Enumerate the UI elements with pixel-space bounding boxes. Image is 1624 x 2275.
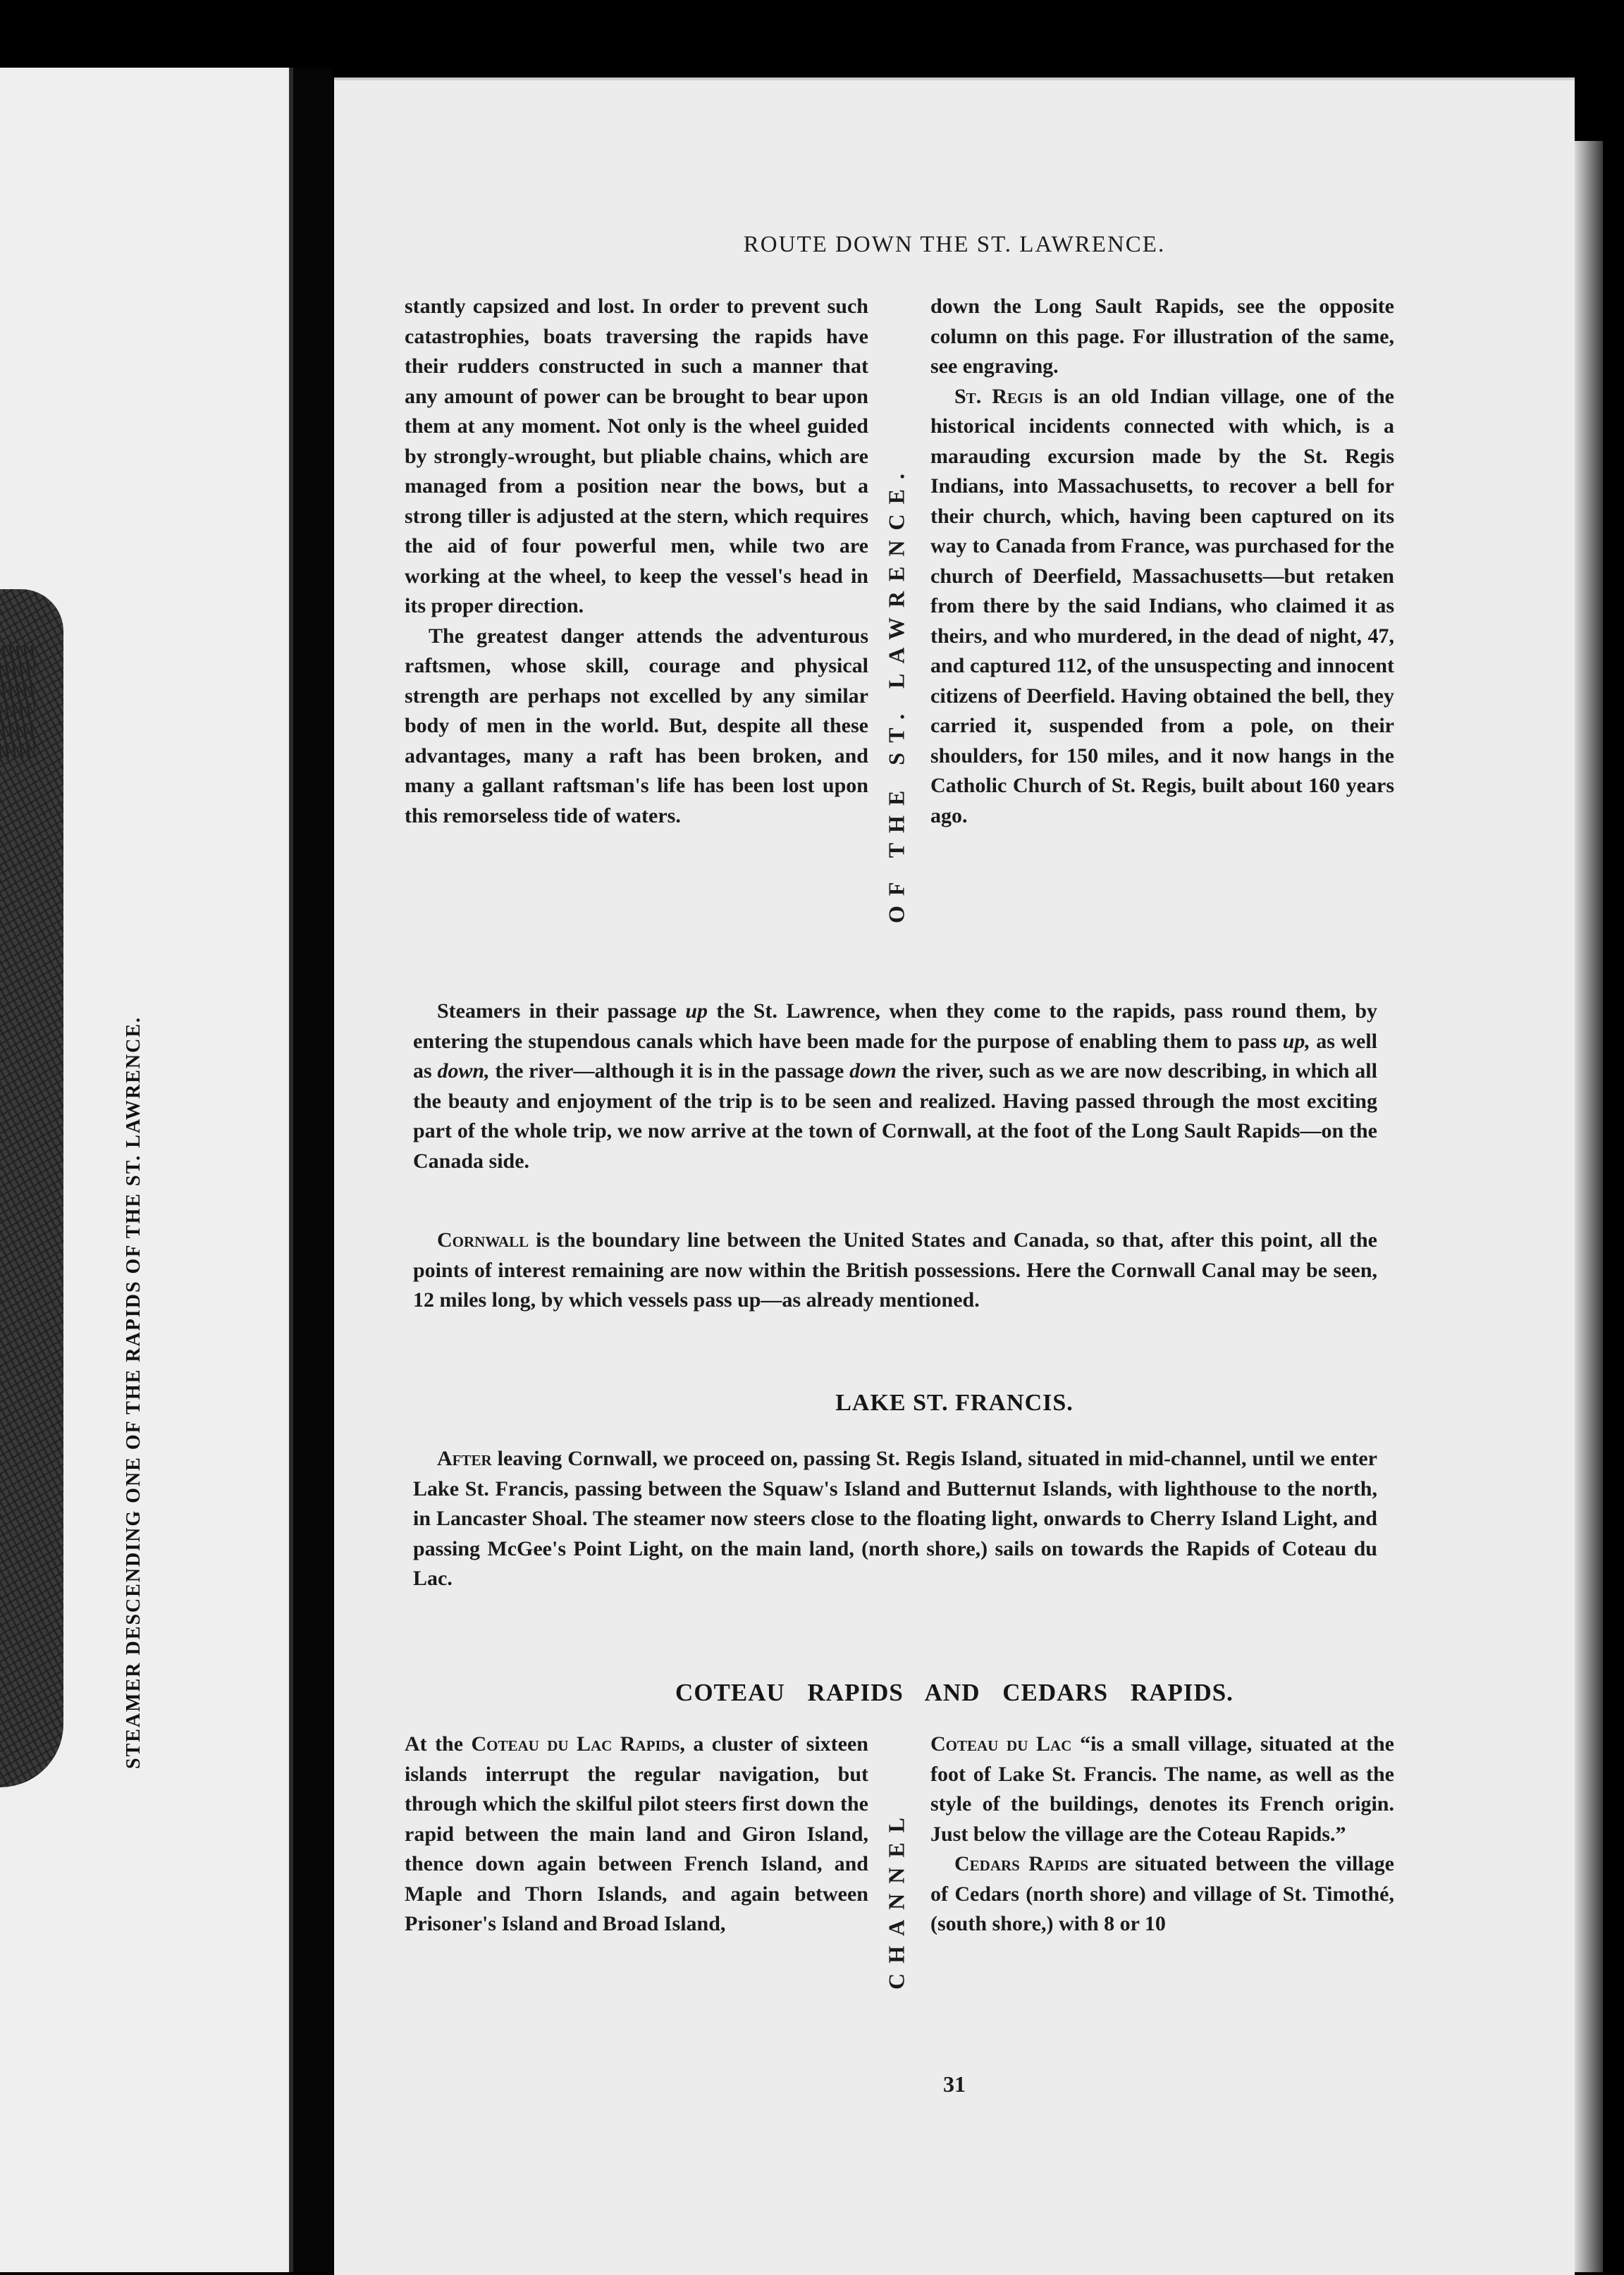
emphasis: down, [437,1059,490,1083]
text-run: At the [405,1732,472,1756]
page-gutter [293,68,333,2272]
paragraph [405,1730,868,1940]
paragraph [930,382,1394,832]
lead-term: Coteau du Lac Rapids [471,1732,680,1756]
engraving-detail [0,646,35,758]
paragraph: down the Long Sault Rapids, see the opposite column on this page. For illustration of the same, see engraving. [930,295,1394,378]
lead-term: Cornwall [437,1228,529,1252]
steamers-paragraph [413,997,1377,1176]
paragraph [930,1730,1394,1849]
paragraph-text: is the boundary line between the United States and Canada, so that, after this point, all the points of interest remaining are now within the British possessions. Here the Cornwall Canal may be seen, 12 miles long, by which vessels pass up—as already mentioned. [413,1228,1377,1312]
section-heading-coteau-cedars: COTEAU RAPIDS AND CEDARS RAPIDS. [675,1679,1234,1706]
paragraph-text: is an old Indian village, one of the historical incidents connected with which, is a marauding excursion made by the St. Regis Indians, into Massachusetts, to recover a bell for their church, which, having been captured on its way to Canada from France, was purchased for the church of Deerfield, Massachusetts—but retaken from there by the said Indians, who claimed it as theirs, and who murdered, in the dead of night, 47, and captured 112, of the unsuspecting and innocent citizens of Deerfield. Having obtained the bell, they carried it, suspended from a pole, on their shoulders, for 150 miles, and it now hangs in the Catholic Church of St. Regis, built about 160 years ago. [930,384,1394,827]
paragraph: stantly capsized and lost. In order to prevent such catastrophies, boats traversing the rapids have their rudders constructed in such a manner that any amount of power can be brought to bear upon them at any moment. Not only is the wheel guided by strongly-wrought, but pliable chains, which are managed from a position near the bows, but a strong tiller is adjusted at the stern, which requires the aid of four powerful men, while two are working at the wheel, to keep the vessel's head in its proper direction. [405,295,868,617]
lead-term: St. Regis [954,384,1043,408]
text-run: Steamers in their passage [437,999,686,1023]
text-run: the St. Lawrence, when they come to the rapids, pass round them, by entering the stupendous canals which have been made for the purpose of enabling them to pass [413,999,1377,1053]
page-number: 31 [943,2071,966,2097]
emphasis: up, [1282,1029,1310,1053]
paragraph-text: are situated between the village of Cedars (north shore) and village of St. Timothé, (south shore,) with 8 or 10 [930,1852,1394,1935]
paragraph-text: “is a small village, situated at the foot of Lake St. Francis. The name, as well as the style of the buildings, denotes its French origin. Just below the village are the Coteau Rapids.” [930,1732,1394,1846]
paragraph-text: leaving Cornwall, we proceed on, passing St. Regis Island, situated in mid-channel, until we enter Lake St. Francis, passing between the Squaw's Island and Butternut Islands, with lighthouse to the north, in Lancaster Shoal. The steamer now steers close to the floating light, onwards to Cherry Island Light, and passing McGee's Point Light, on the main land, (north shore,) sails on towards the Rapids of Coteau du Lac. [413,1447,1377,1590]
steamer-engraving-fragment [0,589,63,1787]
page-edge [1575,141,1603,2272]
lead-term: After [437,1447,492,1470]
lake-paragraph [413,1444,1377,1594]
book-page [334,78,1575,2275]
vertical-label-st-lawrence: OF THE ST. LAWRENCE. [883,464,909,923]
paragraph [930,1849,1394,1940]
lead-term: Coteau du Lac [930,1732,1072,1756]
facing-plate-page [0,68,293,2272]
plate-caption: STEAMER DESCENDING ONE OF THE RAPIDS OF THE ST. LAWRENCE. [123,1016,144,1769]
emphasis: up [685,999,708,1023]
text-run: the river, such as we are now describing, in which all the beauty and enjoyment of the trip is to be seen and realized. Having passed through the most exciting part of the whole trip, we now arrive at the town of Cornwall, at the foot of the Long Sault Rapids—on the Canada side. [413,1059,1377,1173]
bottom-right-column [930,1730,1394,1940]
emphasis: down [849,1059,897,1083]
text-run: the river—although it is in the passage [489,1059,850,1083]
section-heading-lake-st-francis: LAKE ST. FRANCIS. [835,1390,1074,1416]
vertical-label-channel: CHANNEL [883,1807,909,1990]
lead-term: Cedars Rapids [954,1852,1089,1875]
paragraph: The greatest danger attends the adventurous raftsmen, whose skill, courage and physical strength are perhaps not excelled by any similar body of men in the world. But, despite all these advantages, many a raft has been broken, and many a gallant raftsman's life has been lost upon this remorseless tide of waters. [405,624,868,827]
top-left-column [405,292,868,831]
top-right-column [930,292,1394,831]
text-run: as well as [413,1029,1378,1083]
paragraph-text: , a cluster of sixteen islands interrupt the regular navigation, but through which the skilful pilot steers first down the rapid between the main land and Giron Island, thence down again between French Island, and Maple and Thorn Islands, and again between Prisoner's Island and Broad Island, [405,1732,868,1935]
cornwall-paragraph [413,1226,1377,1316]
running-head: ROUTE DOWN THE ST. LAWRENCE. [743,232,1166,257]
bottom-left-column [405,1730,868,1940]
